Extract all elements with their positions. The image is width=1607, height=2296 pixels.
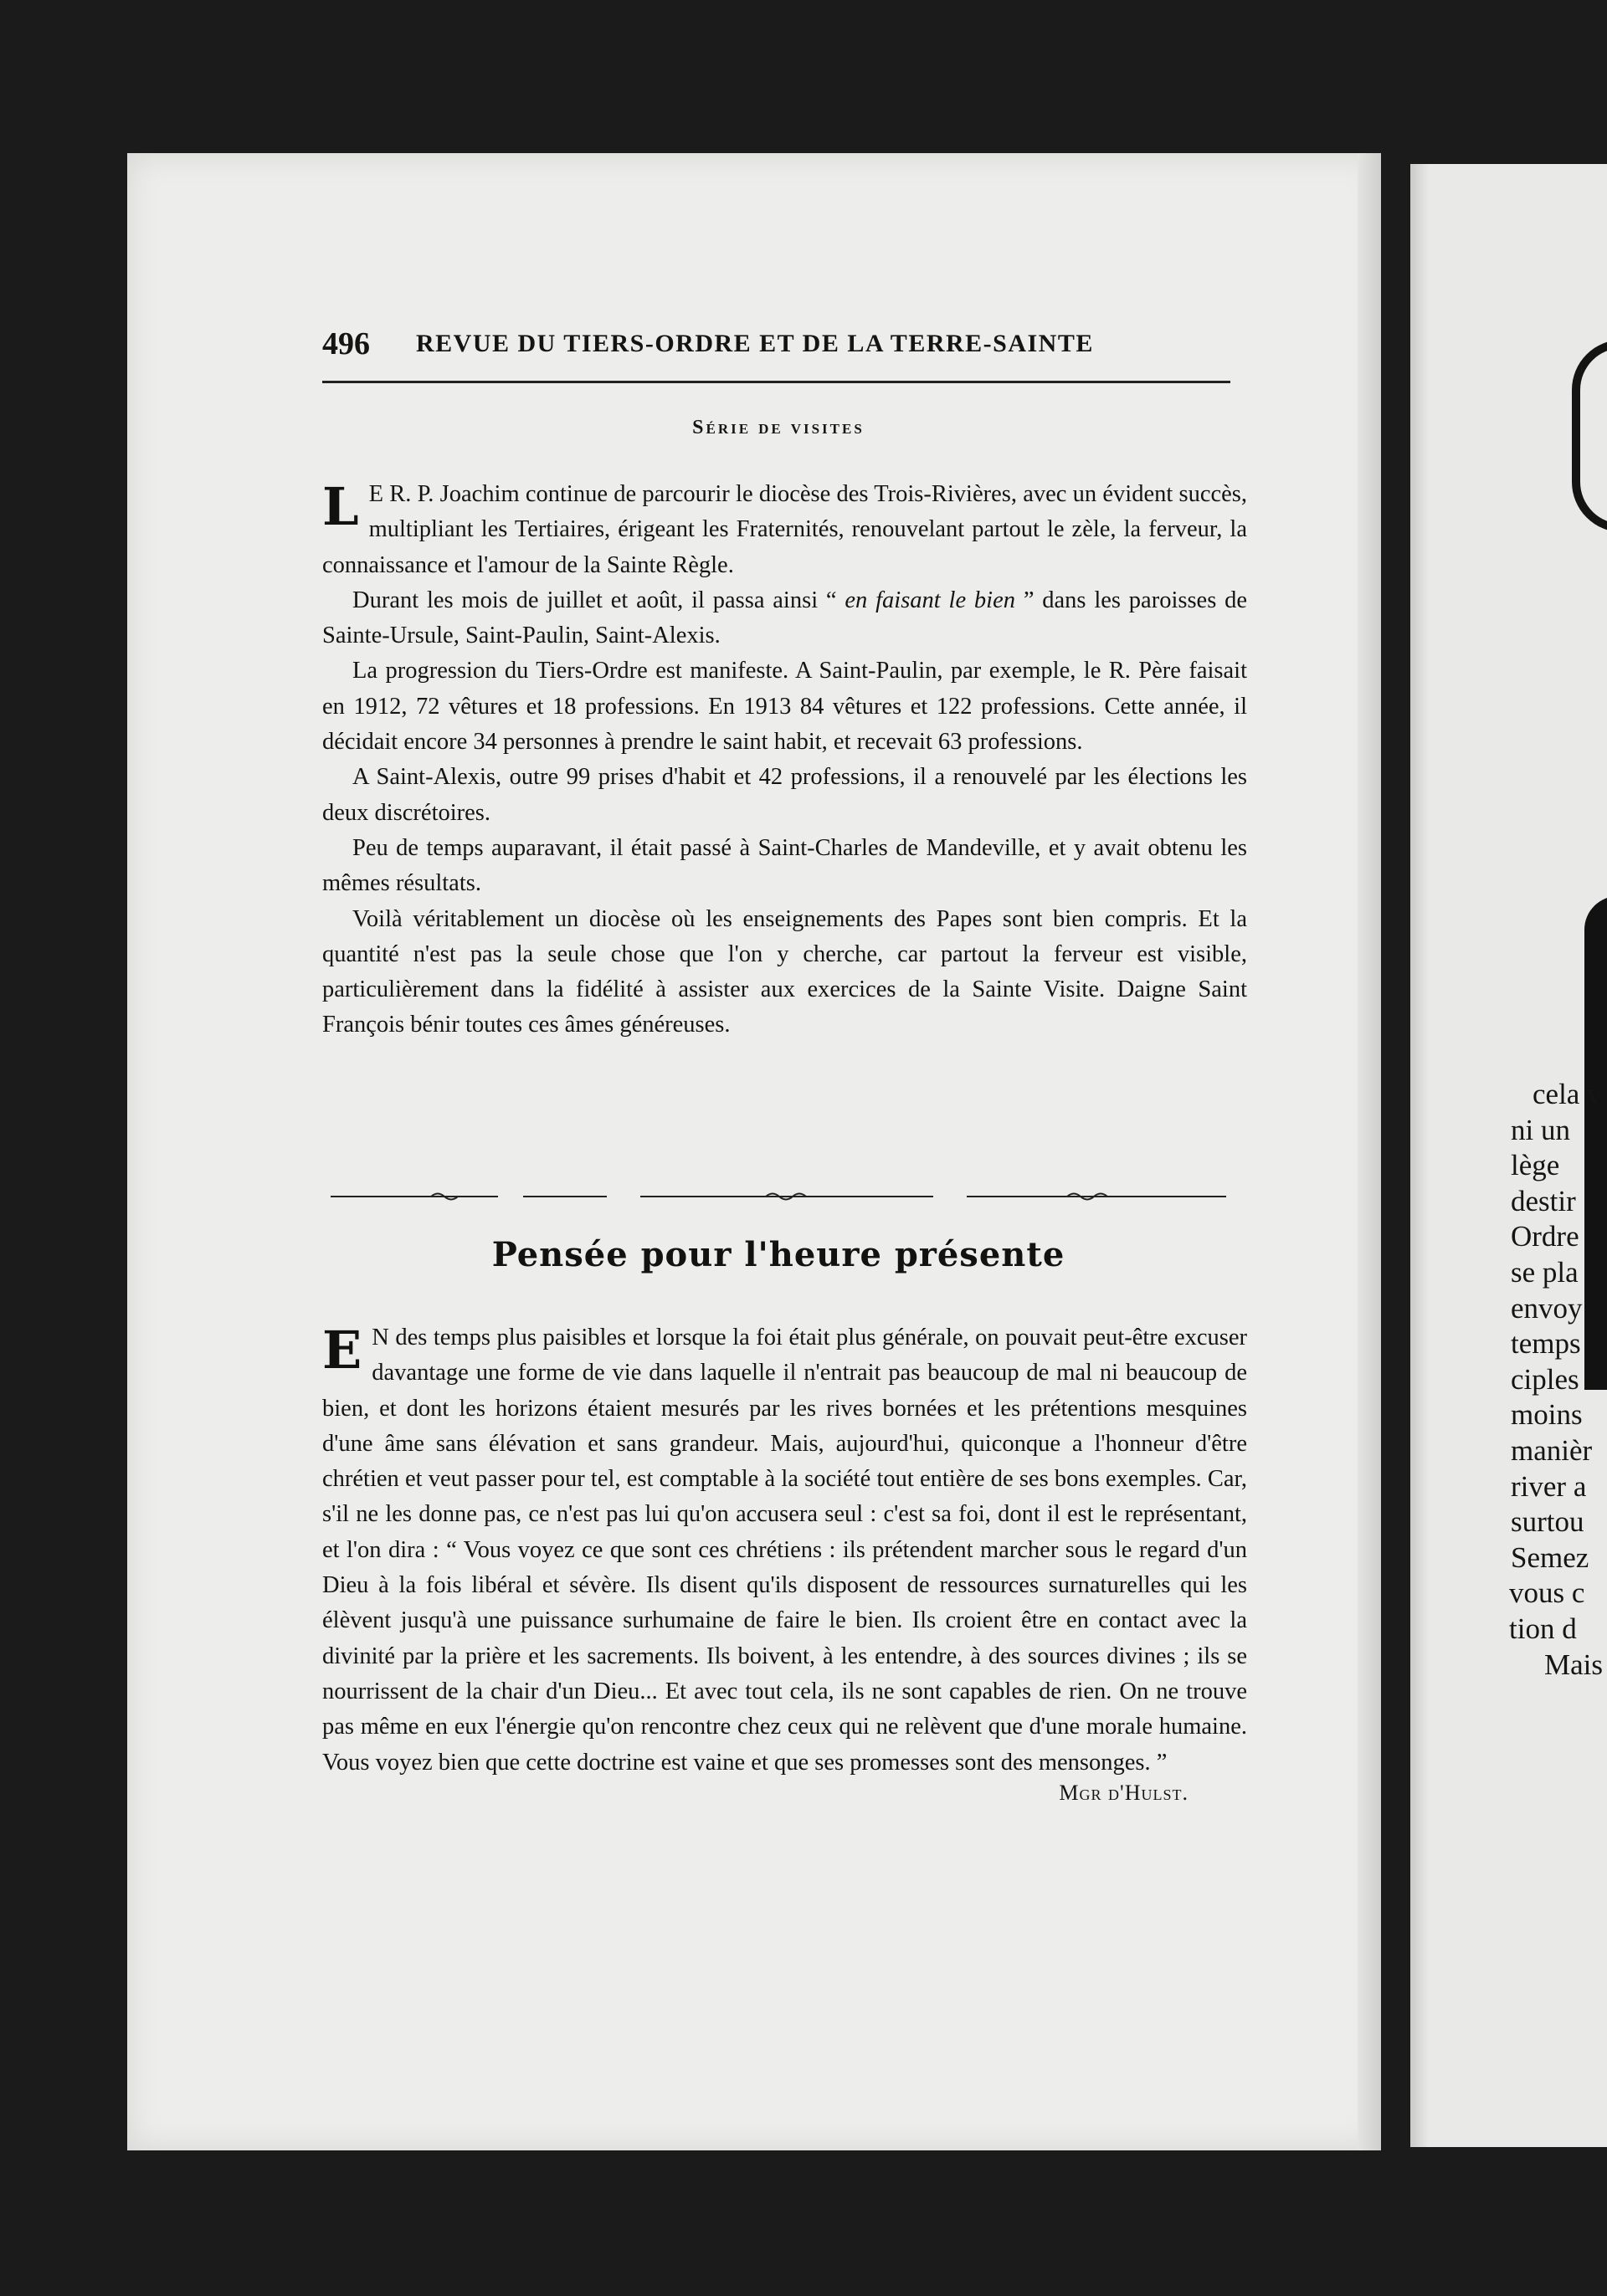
next-page-line: river a [1511,1469,1587,1503]
next-page-line: se pla [1511,1256,1579,1289]
paragraph-text: E R. P. Joachim continue de parcourir le diocèse des Trois-Rivières, avec un évident succès, multipliant les Tertiaires, érigeant les Fraternités, renouvelant partout le zèle, la ferveur, la connaissance et l'amour de la Sainte Règle. [322,481,1247,578]
next-page-line: ciples [1511,1362,1579,1396]
paragraph-saint-alexis: A Saint-Alexis, outre 99 prises d'habit et 42 professions, il a renouvelé par les élections les deux discrétoires. [322,764,1247,826]
paragraph-progression: La progression du Tiers-Ordre est manifeste. A Saint-Paulin, par exemple, le R. Père faisait en 1912, 72 vêtures et 18 professions. En 1913 84 vêtures et 122 professions. Cette année, il décidait encore 34 personnes à prendre le saint habit, et recevait 63 professions. [322,658,1247,756]
paragraph-mandeville: Peu de temps auparavant, il était passé à Saint-Charles de Mandeville, et y avait obtenu les mêmes résultats. [322,834,1247,897]
section-pensee-body [322,1320,1247,1806]
next-page-fragment [1410,164,1607,2147]
next-page-line: moins [1511,1398,1583,1432]
paragraph-summer [322,583,1247,654]
next-page-line: Mais [1544,1648,1603,1681]
section-title-pensee: Pensée pour l'heure présente [491,1235,1065,1274]
author-signature: Mgr d'Hulst. [1059,1780,1189,1805]
ornamental-initial-fragment [1572,340,1607,532]
running-title: REVUE DU TIERS-ORDRE ET DE LA TERRE-SAINTE [416,330,1094,357]
next-page-line: lège [1511,1149,1560,1182]
ornamental-divider [331,1188,1226,1205]
paragraph-text: ” dans les paroisses de Sainte-Ursule, Saint-Paulin, Saint-Alexis. [322,587,1248,649]
paragraph-pensee [322,1320,1247,1781]
next-page-line: cela v [1533,1078,1602,1110]
drop-cap: L [322,476,359,537]
drop-cap: E [322,1320,362,1381]
page-gutter-shadow [1410,164,1429,2147]
page-gutter [1358,153,1381,2150]
next-page-line: manièr [1511,1434,1593,1467]
page [127,153,1381,2150]
paragraph-intro [322,477,1247,583]
page-number: 496 [322,326,370,361]
next-page-line: destir [1511,1184,1576,1217]
running-header [322,323,1226,365]
italic-phrase: en faisant le bien [845,587,1015,613]
section-visits-body [322,477,1247,1043]
next-page-line: envoy [1511,1291,1583,1325]
next-page-line: temps [1511,1327,1581,1361]
next-page-line: surtou [1511,1505,1584,1539]
header-rule [322,381,1230,383]
next-page-line: tion d [1509,1612,1577,1645]
next-page-line: Semez [1511,1540,1589,1574]
ornamental-panel-fragment [1584,896,1607,1390]
next-page-line: vous c [1509,1576,1585,1610]
next-page-line: ni un [1511,1113,1570,1146]
paragraph-text: N des temps plus paisibles et lorsque la foi était plus générale, on pouvait peut-être excuser davantage une forme de vie dans laquelle il n'entrait pas beaucoup de mal ni beaucoup de bien, et dont les horizons étaient mesurés par les rives bornées et les prétentions mesquines d'une âme sans élévation et sans grandeur. Mais, aujourd'hui, quiconque a l'honneur d'être chrétien et veut passer pour tel, est comptable à la société tout entière de ses bons exemples. Car, s'il ne les donne pas, ce n'est pas lui qu'on accusera seul : c'est sa foi, dont il est le représentant, et l'on dira : “ Vous voyez ce que sont ces chrétiens : ils prétendent marcher sous le regard d'un Dieu à la fois libéral et sévère. Ils disent qu'ils disposent de ressources surnaturelles qui les élèvent jusqu'à une puissance surhumaine de faire le bien. Ils croient être en contact avec la divinité par la prière et les sacrements. Ils boivent, à les entendre, à des sources divines ; ils se nourrissent de la chair d'un Dieu... Et avec tout cela, ils ne sont capables de rien. On ne trouve pas même en eux l'énergie qu'on rencontre chez ceux qui ne relèvent que d'une morale humaine. Vous voyez bien que cette doctrine est vaine et que ses promesses sont des mensonges. ” [322,1325,1247,1776]
next-page-line: Ordre [1511,1220,1579,1253]
paragraph-diocese: Voilà véritablement un diocèse où les enseignements des Papes sont bien compris. Et la quantité n'est pas la seule chose que l'on y cherche, car partout la ferveur est visible, particulièrement dans la fidélité à assister aux exercices de la Sainte Visite. Daigne Saint François bénir toutes ces âmes généreuses. [322,905,1247,1038]
paragraph-text: Durant les mois de juillet et août, il passa ainsi “ [352,587,837,613]
section-title-visits: Série de visites [692,417,865,438]
